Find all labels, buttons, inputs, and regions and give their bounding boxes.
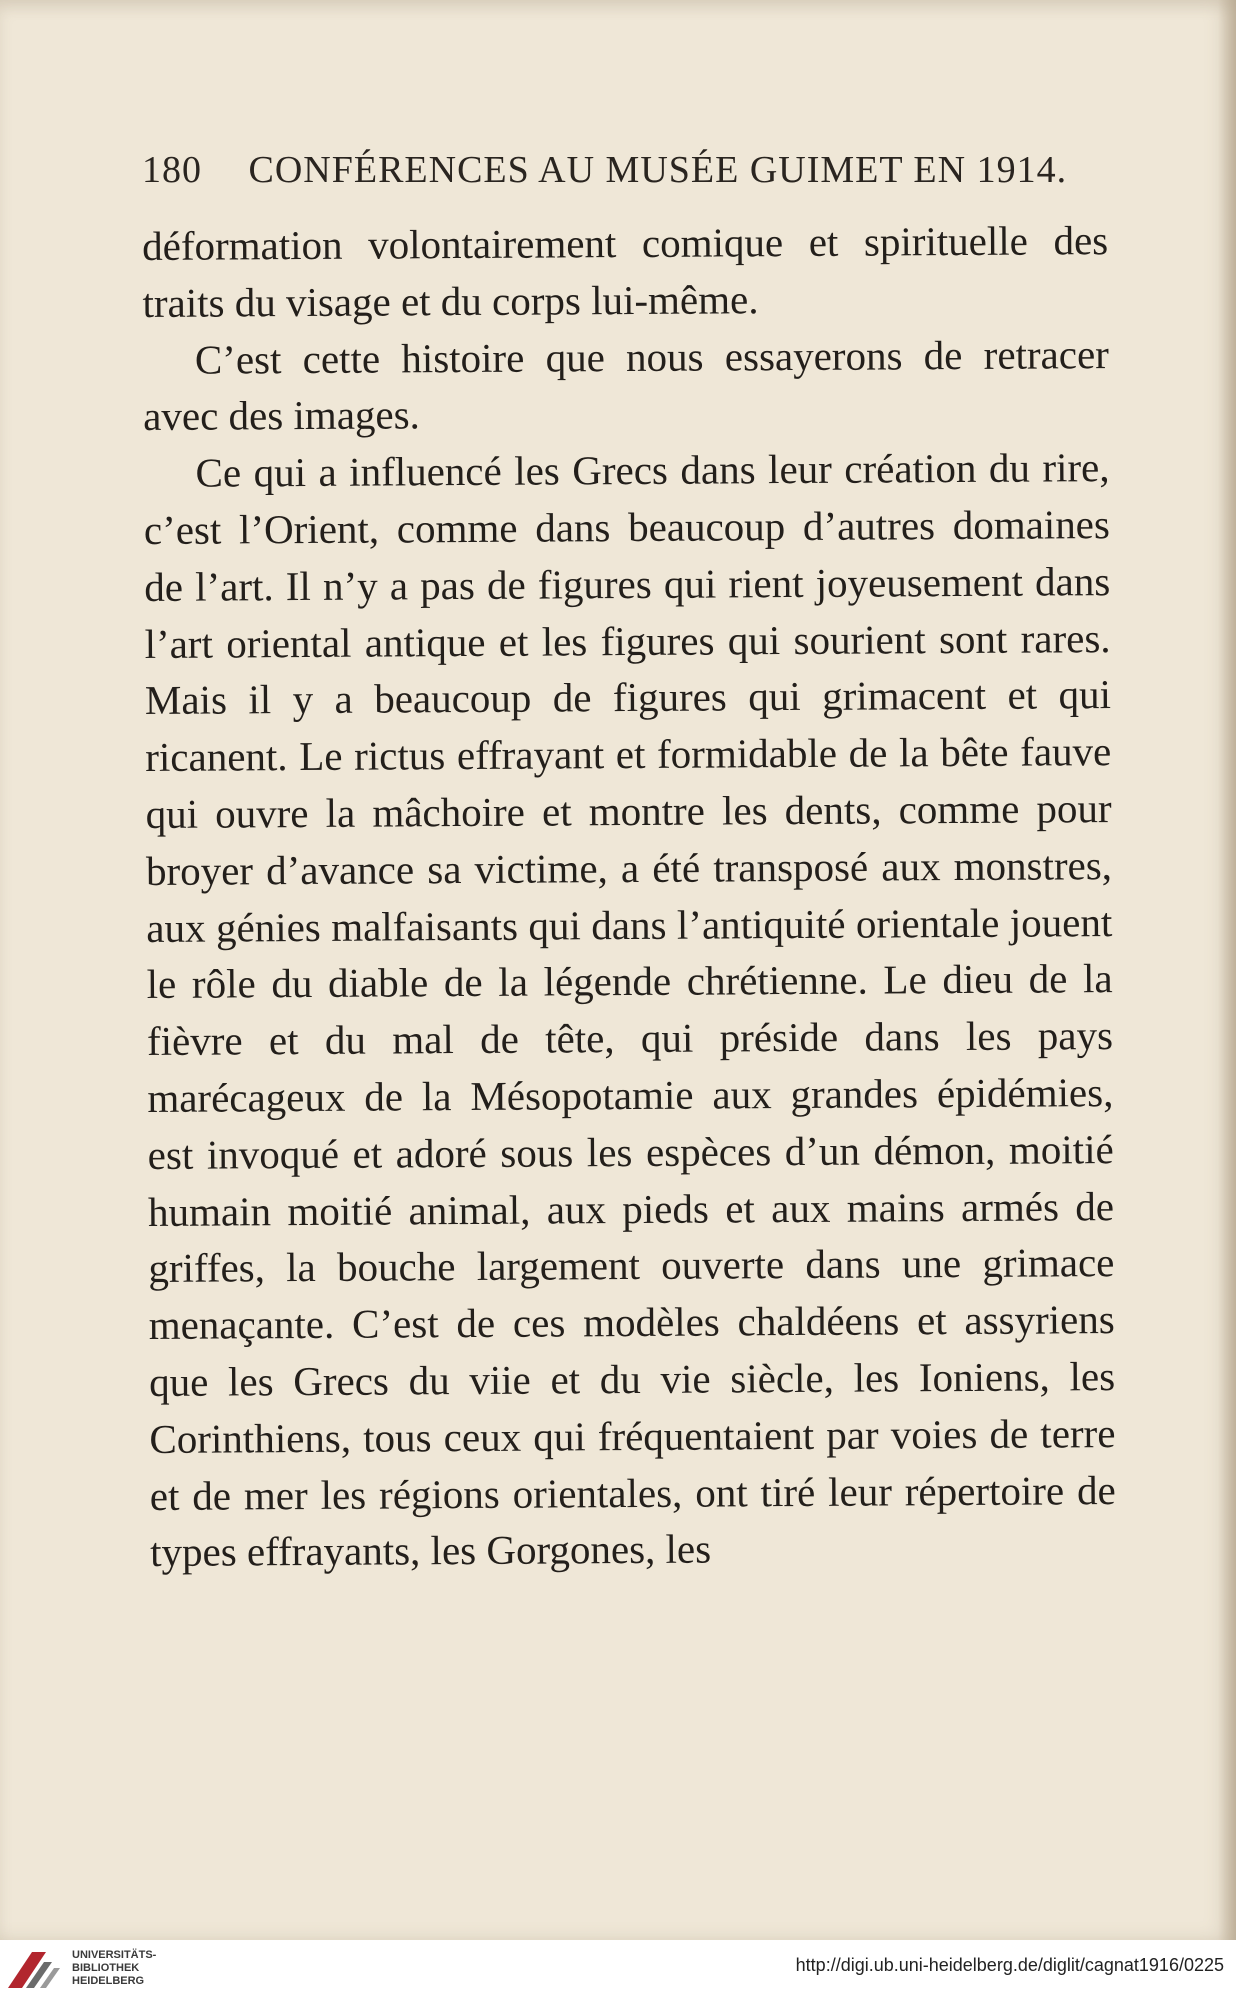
body-text <box>142 212 1116 1581</box>
library-name-line: HEIDELBERG <box>72 1975 145 1987</box>
library-name-line: BIBLIOTHEK <box>72 1962 140 1974</box>
paragraph-1: déformation volontairement comique et spirituelle des traits du visage et du corps lui-même. <box>142 217 1109 326</box>
paragraph-3: Ce qui a influencé les Grecs dans leur création du rire, c’est l’Orient, comme dans beaucoup d’autres domaines de l’art. Il n’y a pas de figures qui rient joyeusement dans l’art oriental antique et les figures qui sourient sont rares. Mais il y a beaucoup de figures qui grimacent et qui ricanent. Le rictus effrayant et formidable de la bête fauve qui ouvre la mâchoire et montre les dents, comme pour broyer d’avance sa victime, a été transposé aux monstres, aux génies malfaisants qui dans l’antiquité orientale jouent le rôle du diable de la légende chrétienne. Le dieu de la fièvre et du mal de tête, qui préside dans les pays marécageux de la Mésopotamie aux grandes épidémies, est invoqué et adoré sous les espèces d’un démon, moitié humain moitié animal, aux pieds et aux mains armés de griffes, la bouche largement ouverte dans une grimace menaçante. C’est de ces modèles chaldéens et assyriens que les Grecs du viie et du vie siècle, les Ioniens, les Corinthiens, tous ceux qui fréquentaient par voies de terre et de mer les régions orientales, ont tiré leur répertoire de types effrayants, les Gorgones, les <box>143 444 1116 1576</box>
library-name-line: UNIVERSITÄTS- <box>72 1949 157 1961</box>
library-name <box>72 1949 156 1988</box>
university-library-logo-icon <box>6 1948 62 1990</box>
page-gutter-shadow <box>1218 0 1236 1940</box>
paragraph-2: C’est cette histoire que nous essayerons de retracer avec des images. <box>143 330 1109 440</box>
running-title: CONFÉRENCES AU MUSÉE GUIMET EN 1914. <box>248 149 1068 191</box>
page-number: 180 <box>142 149 202 191</box>
permalink-url[interactable]: http://digi.ub.uni-heidelberg.de/diglit/cagnat1916/0225 <box>795 1955 1224 1975</box>
running-header <box>142 148 1067 192</box>
